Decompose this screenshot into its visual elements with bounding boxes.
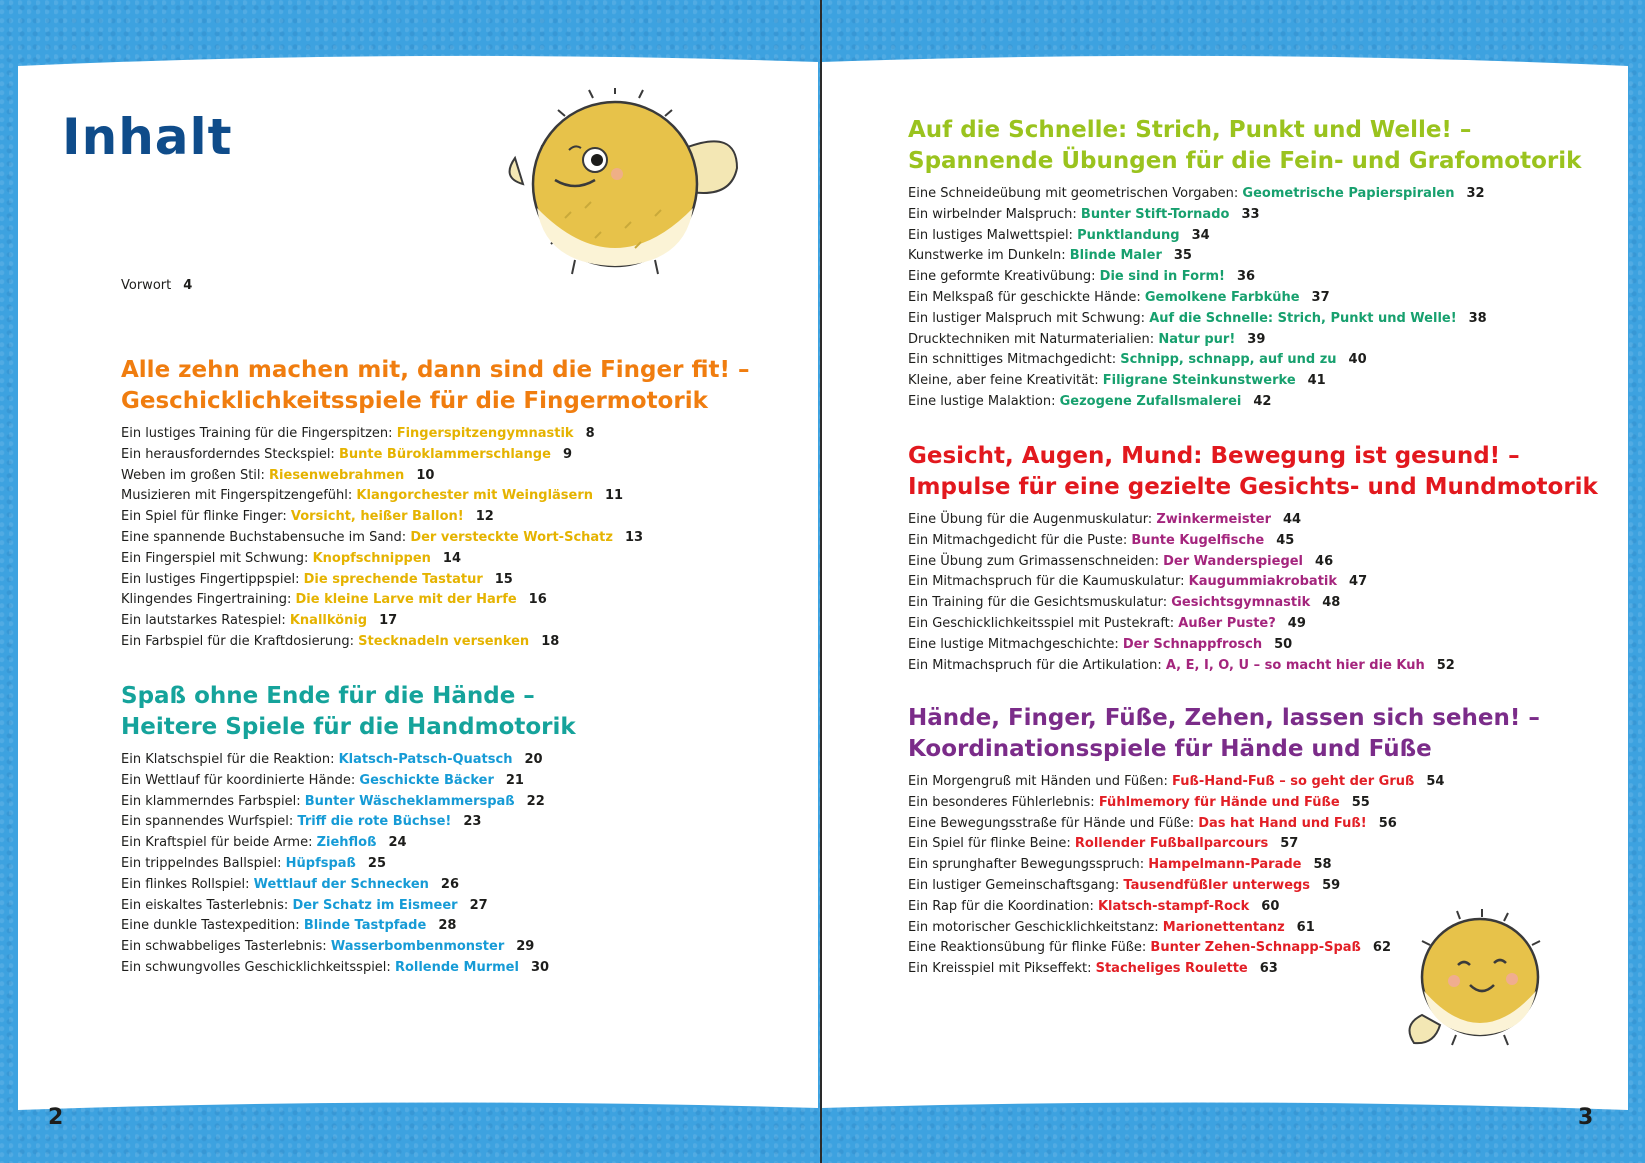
toc-entry[interactable]: [908, 593, 1598, 614]
entry-page: 35: [1173, 248, 1192, 264]
section-heading: [908, 703, 1540, 765]
entry-page: 18: [541, 633, 560, 649]
entry-text: Eine Übung für die Augenmuskulatur:: [908, 512, 1157, 527]
entry-page: 28: [438, 918, 457, 934]
entry-text: Ein Spiel für flinke Beine:: [908, 836, 1075, 852]
toc-section-handmotorik: [121, 681, 576, 979]
entry-title: Filigrane Steinkunstwerke: [1102, 373, 1296, 389]
toc-entry[interactable]: [908, 938, 1540, 959]
toc-entry[interactable]: [908, 918, 1540, 939]
entry-page: 21: [505, 772, 524, 788]
entry-text: Ein Geschicklichkeitsspiel mit Pustekraft:: [908, 615, 1179, 631]
toc-entry[interactable]: [908, 552, 1598, 573]
toc-entry[interactable]: [121, 875, 576, 896]
entry-text: Eine spannende Buchstabensuche im Sand:: [121, 529, 411, 545]
entry-text: Drucktechniken mit Naturmaterialien:: [908, 331, 1159, 347]
entry-title: Bunter Stift-Tornado: [1080, 206, 1230, 222]
toc-entry[interactable]: [121, 937, 576, 958]
toc-entry[interactable]: [908, 959, 1540, 980]
entry-page: 9: [562, 446, 572, 462]
entry-text: Ein lustiges Malwettspiel:: [908, 227, 1078, 243]
entry-title: Stacheliges Roulette: [1095, 961, 1248, 977]
toc-entry[interactable]: [908, 226, 1581, 247]
entry-page: 32: [1466, 186, 1485, 201]
entry-title: Außer Puste?: [1178, 615, 1276, 631]
section-heading-line1: Gesicht, Augen, Mund: Bewegung ist gesund! –: [908, 443, 1520, 469]
entry-page: 16: [528, 592, 547, 608]
entry-text: Ein herausforderndes Steckspiel:: [121, 446, 339, 462]
entry-text: Ein lustiges Training für die Fingerspitzen:: [121, 426, 397, 441]
entry-page: 37: [1311, 289, 1330, 305]
entry-title: Der Schatz im Eismeer: [292, 897, 458, 913]
entry-page: 52: [1436, 657, 1455, 673]
toc-entry[interactable]: [121, 445, 750, 466]
entry-title: Zwinkermeister: [1156, 512, 1271, 527]
entry-title: Klatsch-Patsch-Quatsch: [338, 752, 513, 767]
toc-entry[interactable]: [121, 833, 576, 854]
toc-entry[interactable]: [908, 184, 1581, 205]
toc-section-koordination: [908, 703, 1540, 980]
entry-page: 29: [516, 939, 535, 955]
entry-title: Der versteckte Wort-Schatz: [410, 529, 613, 545]
entry-text: Musizieren mit Fingerspitzengefühl:: [121, 488, 357, 504]
entry-page: 42: [1253, 393, 1272, 409]
entry-title: Knopfschnippen: [312, 550, 431, 566]
entry-text: Ein wirbelnder Malspruch:: [908, 206, 1081, 222]
toc-entry[interactable]: [908, 834, 1540, 855]
toc-section-mundmotorik: [908, 441, 1598, 676]
toc-entry[interactable]: [908, 614, 1598, 635]
entry-title: Fingerspitzengymnastik: [396, 426, 574, 441]
toc-entry[interactable]: [908, 330, 1581, 351]
toc-entry[interactable]: [121, 590, 750, 611]
entry-text: Kleine, aber feine Kreativität:: [908, 373, 1103, 389]
entry-page: 55: [1351, 794, 1370, 810]
entry-title: Marionettentanz: [1162, 919, 1285, 935]
entry-page: 10: [416, 467, 435, 483]
entry-page: 17: [379, 613, 398, 629]
entry-title: Blinde Maler: [1069, 248, 1162, 264]
entry-text: Ein Rap für die Koordination:: [908, 898, 1098, 914]
toc-entry[interactable]: [908, 267, 1581, 288]
section-heading-line2: Koordinationsspiele für Hände und Füße: [908, 736, 1432, 762]
entry-title: Bunter Wäscheklammerspaß: [304, 793, 515, 809]
entry-page: 33: [1241, 206, 1260, 222]
toc-entry[interactable]: [121, 854, 576, 875]
fin: [1410, 1015, 1441, 1043]
toc-entry[interactable]: [908, 392, 1581, 413]
toc-entry[interactable]: [908, 309, 1581, 330]
entry-text: Ein sprunghafter Bewegungsspruch:: [908, 857, 1149, 873]
entry-title: Hüpfspaß: [285, 855, 356, 871]
entry-page: 41: [1307, 373, 1326, 389]
entry-title: Die kleine Larve mit der Harfe: [295, 592, 517, 608]
entry-text: Eine lustige Mitmachgeschichte:: [908, 636, 1123, 652]
entry-text: Ein Farbspiel für die Kraftdosierung:: [121, 633, 359, 649]
entry-title: Knallkönig: [289, 613, 368, 629]
entry-title: Bunter Zehen-Schnapp-Spaß: [1150, 940, 1361, 956]
entry-text: Ein schwabbeliges Tasterlebnis:: [121, 939, 331, 955]
entry-page: 57: [1280, 836, 1299, 852]
entry-page: 12: [475, 509, 494, 525]
entry-text: Ein Mitmachspruch für die Kaumuskulatur:: [908, 574, 1189, 590]
page-title: Inhalt: [62, 108, 233, 166]
toc-entry[interactable]: [908, 205, 1581, 226]
entry-page: 49: [1287, 615, 1306, 631]
entry-page: 4: [183, 278, 193, 293]
toc-entry[interactable]: [121, 632, 750, 653]
entry-text: Ein Spiel für flinke Finger:: [121, 509, 291, 525]
entry-text: Ein Fingerspiel mit Schwung:: [121, 550, 313, 566]
toc-entry[interactable]: [121, 771, 576, 792]
entry-title: A, E, I, O, U – so macht hier die Kuh: [1165, 657, 1425, 673]
entry-page: 13: [624, 529, 644, 545]
entry-page: 22: [526, 793, 545, 809]
toc-entry[interactable]: [121, 570, 750, 591]
entry-text: Eine dunkle Tastexpedition:: [121, 918, 304, 934]
entry-text: Eine Übung zum Grimassenschneiden:: [908, 553, 1164, 569]
entry-page: 30: [530, 959, 550, 975]
entry-text: Kunstwerke im Dunkeln:: [908, 248, 1070, 264]
entry-text: Ein Kraftspiel für beide Arme:: [121, 835, 317, 851]
entry-title: Klangorchester mit Weingläsern: [356, 488, 594, 504]
entry-page: 38: [1468, 310, 1487, 326]
entry-page: 47: [1349, 574, 1368, 590]
toc-entry[interactable]: [121, 896, 576, 917]
entry-page: 60: [1261, 898, 1280, 914]
entry-page: 36: [1236, 269, 1256, 285]
entry-page: 23: [463, 814, 482, 830]
toc-entry[interactable]: [121, 750, 576, 771]
section-heading-line1: Spaß ohne Ende für die Hände –: [121, 683, 535, 709]
entry-page: 62: [1372, 940, 1392, 956]
entry-page: 15: [494, 571, 513, 587]
toc-entry-list: [121, 750, 576, 979]
entry-title: Natur pur!: [1158, 331, 1236, 347]
entry-title: Der Schnappfrosch: [1122, 636, 1263, 652]
toc-entry[interactable]: [908, 350, 1581, 371]
entry-title: Punktlandung: [1077, 227, 1180, 243]
entry-page: 50: [1274, 636, 1293, 652]
entry-page: 58: [1313, 857, 1332, 873]
entry-page: 40: [1348, 352, 1367, 368]
toc-entry[interactable]: [121, 528, 750, 549]
entry-title: Auf die Schnelle: Strich, Punkt und Welle!: [1149, 310, 1457, 326]
entry-text: Ein Wettlauf für koordinierte Hände:: [121, 772, 360, 788]
entry-text: Eine Reaktionsübung für flinke Füße:: [908, 940, 1151, 956]
entry-title: Wettlauf der Schnecken: [253, 876, 429, 892]
toc-entry[interactable]: [908, 876, 1540, 897]
entry-text: Ein motorischer Geschicklichkeitstanz:: [908, 919, 1163, 935]
section-heading: [121, 355, 750, 417]
entry-title: Fühlmemory für Hände und Füße: [1098, 794, 1340, 810]
section-heading-line2: Heitere Spiele für die Handmotorik: [121, 714, 576, 740]
entry-title: Die sprechende Tastatur: [303, 571, 483, 587]
entry-title: Rollende Murmel: [394, 959, 519, 975]
toc-entry[interactable]: [121, 958, 576, 979]
toc-entry-list: [121, 424, 750, 653]
entry-text: Klingendes Fingertraining:: [121, 592, 296, 608]
entry-text: Ein schwungvolles Geschicklichkeitsspiel:: [121, 959, 395, 975]
toc-entry[interactable]: [121, 466, 750, 487]
toc-entry[interactable]: [908, 855, 1540, 876]
entry-text: Ein lustiger Malspruch mit Schwung:: [908, 310, 1150, 326]
entry-title: Vorsicht, heißer Ballon!: [290, 509, 464, 525]
entry-title: Gemolkene Farbkühe: [1144, 289, 1300, 305]
entry-title: Das hat Hand und Fuß!: [1198, 815, 1367, 831]
entry-page: 8: [585, 426, 595, 441]
entry-page: 27: [469, 897, 488, 913]
toc-entry[interactable]: [121, 916, 576, 937]
toc-entry[interactable]: [121, 611, 750, 632]
entry-text: Ein Mitmachspruch für die Artikulation:: [908, 657, 1166, 673]
entry-title: Klatsch-stampf-Rock: [1097, 898, 1250, 914]
entry-title: Wasserbombenmonster: [330, 939, 505, 955]
entry-text: Ein Melkspaß für geschickte Hände:: [908, 289, 1145, 305]
entry-title: Der Wanderspiegel: [1163, 553, 1304, 569]
toc-entry[interactable]: [121, 792, 576, 813]
entry-page: 34: [1191, 227, 1210, 243]
toc-entry[interactable]: [908, 510, 1598, 531]
toc-section-fingermotorik: [121, 355, 750, 653]
page-number-left: 2: [48, 1105, 64, 1130]
toc-entry-list: [908, 772, 1540, 980]
entry-text: Eine Bewegungsstraße für Hände und Füße:: [908, 815, 1199, 831]
section-heading-line1: Auf die Schnelle: Strich, Punkt und Welle! –: [908, 117, 1472, 143]
entry-text: Ein trippelndes Ballspiel:: [121, 855, 286, 871]
entry-text: Vorwort: [121, 278, 172, 293]
toc-entry-vorwort[interactable]: [121, 276, 192, 297]
toc-entry[interactable]: [908, 371, 1581, 392]
entry-page: 11: [605, 488, 624, 504]
entry-title: Kaugummiakrobatik: [1188, 574, 1338, 590]
toc-entry-list: [908, 510, 1598, 676]
toc-entry[interactable]: [121, 424, 750, 445]
toc-entry[interactable]: [121, 549, 750, 570]
toc-entry[interactable]: [908, 772, 1540, 793]
toc-section-feinmotorik: [908, 115, 1581, 413]
entry-page: 61: [1296, 919, 1315, 935]
toc-entry[interactable]: [908, 814, 1540, 835]
toc-entry[interactable]: [908, 635, 1598, 656]
section-heading: [908, 115, 1581, 177]
section-heading-line2: Spannende Übungen für die Fein- und Grafomotorik: [908, 148, 1582, 174]
entry-title: Fuß-Hand-Fuß – so geht der Gruß: [1172, 774, 1415, 789]
entry-text: Ein Mitmachgedicht für die Puste:: [908, 532, 1132, 548]
toc-entry[interactable]: [908, 531, 1598, 552]
toc-entry[interactable]: [121, 507, 750, 528]
entry-text: Ein klammerndes Farbspiel:: [121, 793, 305, 809]
entry-page: 48: [1322, 595, 1341, 611]
entry-title: Rollender Fußballparcours: [1074, 836, 1269, 852]
entry-text: Ein Klatschspiel für die Reaktion:: [121, 752, 339, 767]
entry-page: 39: [1247, 331, 1266, 347]
entry-title: Tausendfüßler unterwegs: [1123, 877, 1311, 893]
entry-text: Eine geformte Kreativübung:: [908, 269, 1100, 285]
section-heading-line1: Hände, Finger, Füße, Zehen, lassen sich sehen! –: [908, 705, 1540, 731]
entry-text: Ein flinkes Rollspiel:: [121, 876, 254, 892]
entry-text: Ein lustiger Gemeinschaftsgang:: [908, 877, 1124, 893]
entry-title: Riesenwebrahmen: [269, 467, 405, 483]
entry-title: Geometrische Papierspiralen: [1242, 186, 1455, 201]
entry-text: Ein lustiges Fingertippspiel:: [121, 571, 304, 587]
entry-title: Bunte Büroklammerschlange: [338, 446, 551, 462]
entry-title: Stecknadeln versenken: [358, 633, 530, 649]
entry-title: Gesichtsgymnastik: [1171, 595, 1311, 611]
entry-title: Ziehfloß: [316, 835, 377, 851]
entry-title: Triff die rote Büchse!: [297, 814, 452, 830]
toc-entry-list: [908, 184, 1581, 413]
entry-page: 14: [442, 550, 461, 566]
entry-page: 20: [524, 752, 543, 767]
entry-page: 63: [1259, 961, 1278, 977]
section-heading-line1: Alle zehn machen mit, dann sind die Finger fit! –: [121, 357, 750, 383]
fin: [510, 158, 523, 184]
entry-page: 45: [1276, 532, 1295, 548]
entry-text: Ein Morgengruß mit Händen und Füßen:: [908, 774, 1173, 789]
entry-title: Schnipp, schnapp, auf und zu: [1120, 352, 1337, 368]
entry-page: 59: [1322, 877, 1341, 893]
section-heading-line2: Impulse für eine gezielte Gesichts- und Mundmotorik: [908, 474, 1598, 500]
toc-entry[interactable]: [121, 812, 576, 833]
entry-text: Weben im großen Stil:: [121, 467, 270, 483]
entry-page: 26: [440, 876, 460, 892]
entry-title: Blinde Tastpfade: [303, 918, 427, 934]
entry-text: Ein Training für die Gesichtsmuskulatur:: [908, 595, 1172, 611]
entry-text: Ein Kreisspiel mit Pikseffekt:: [908, 961, 1096, 977]
entry-text: Ein besonderes Fühlerlebnis:: [908, 794, 1099, 810]
entry-page: 25: [367, 855, 386, 871]
entry-text: Ein schnittiges Mitmachgedicht:: [908, 352, 1121, 368]
toc-entry[interactable]: [908, 246, 1581, 267]
entry-text: Eine lustige Malaktion:: [908, 393, 1060, 409]
pufferfish-illustration: [505, 88, 745, 288]
entry-title: Gezogene Zufallsmalerei: [1059, 393, 1242, 409]
entry-page: 46: [1315, 553, 1334, 569]
entry-page: 24: [388, 835, 407, 851]
entry-title: Die sind in Form!: [1099, 269, 1225, 285]
toc-entry[interactable]: [121, 486, 750, 507]
entry-page: 56: [1378, 815, 1397, 831]
entry-title: Hampelmann-Parade: [1148, 857, 1302, 873]
entry-page: 54: [1426, 774, 1445, 789]
toc-entry[interactable]: [908, 897, 1540, 918]
entry-text: Eine Schneideübung mit geometrischen Vorgaben:: [908, 186, 1243, 201]
entry-page: 44: [1283, 512, 1302, 527]
page-number-right: 3: [1578, 1105, 1594, 1130]
section-heading: [908, 441, 1598, 503]
entry-text: Ein eiskaltes Tasterlebnis:: [121, 897, 293, 913]
toc-entry[interactable]: [908, 288, 1581, 309]
entry-title: Geschickte Bäcker: [359, 772, 494, 788]
entry-title: Bunte Kugelfische: [1131, 532, 1265, 548]
page-gutter: [820, 0, 822, 1163]
entry-text: Ein spannendes Wurfspiel:: [121, 814, 298, 830]
toc-entry[interactable]: [908, 656, 1598, 677]
section-heading: [121, 681, 576, 743]
toc-entry[interactable]: [908, 793, 1540, 814]
entry-text: Ein lautstarkes Ratespiel:: [121, 613, 290, 629]
toc-entry[interactable]: [908, 572, 1598, 593]
section-heading-line2: Geschicklichkeitsspiele für die Fingermotorik: [121, 388, 708, 414]
